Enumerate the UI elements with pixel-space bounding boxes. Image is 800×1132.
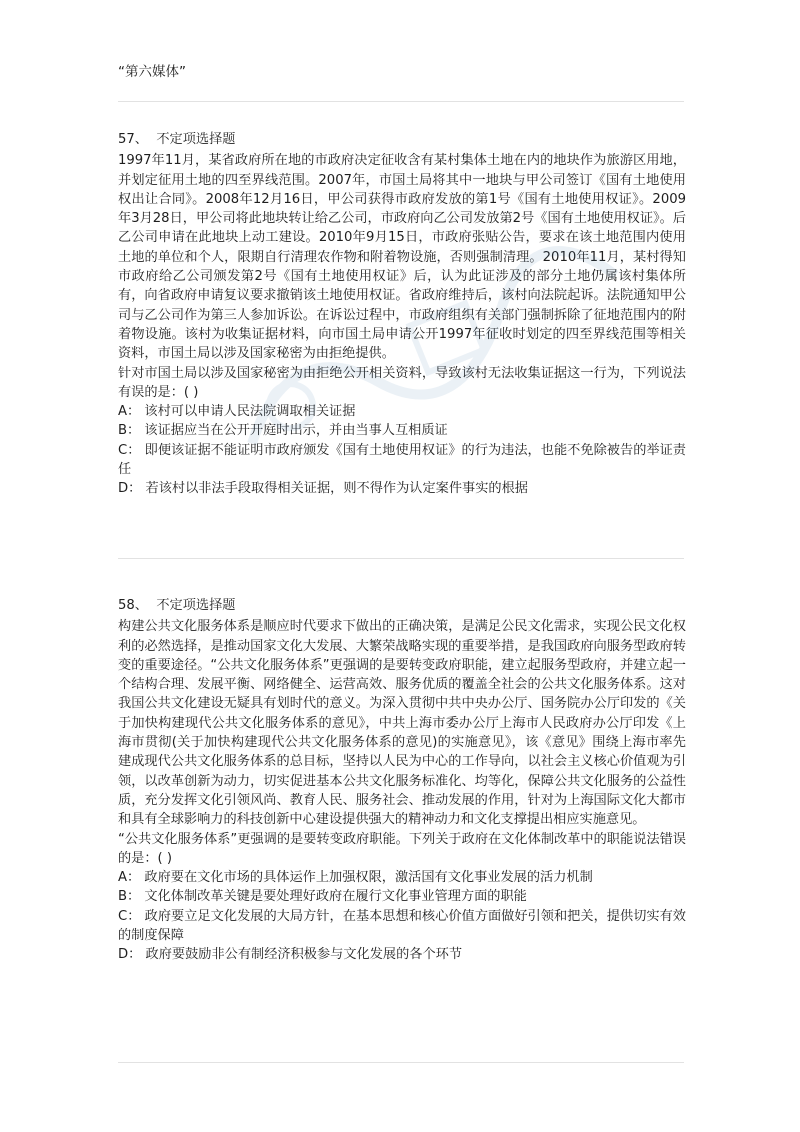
question-stem: 构建公共文化服务体系是顺应时代要求下做出的正确决策，是满足公民文化需求，实现公民文化权利的必然选择，是推动国家文化大发展、大繁荣战略实现的重要举措，是我国政府向服务型政府转变的重要途径。“公共文化服务体系”更强调的是要转变政府职能，建立起服务型政府，并建立起一个结构合理、发展平衡、网络健全、运营高效、服务优质的覆盖全社会的公共文化服务体系。这对我国公共文化建设无疑具有划时代的意义。为深入贯彻中共中央办公厅、国务院办公厅印发的《关于加快构建现代公共文化服务体系的意见》，中共上海市委办公厅上海市人民政府办公厅印发《上海市贯彻(关于加快构建现代公共文化服务体系的意见)的实施意见》，该《意见》围绕上海市率先建成现代公共文化服务体系的总目标，坚持以人民为中心的工作导向，以社会主义核心价值观为引领，以改革创新为动力，切实促进基本公共文化服务标准化、均等化，保障公共文化服务的公益性质，充分发挥文化引领风尚、教育人民、服务社会、推动发展的作用，针对为上海国际文化大都市和具有全球影响力的科技创新中心建设提供强大的精神动力和文化支撑提出相应实施意见。 (118, 619, 686, 828)
option-b: B： 文化体制改革关键是要处理好政府在履行文化事业管理方面的职能 (118, 889, 527, 905)
question-number: 58、 (118, 598, 148, 613)
question-type: 不定项选择题 (156, 132, 236, 147)
divider (118, 101, 684, 102)
question-57 (118, 130, 686, 499)
question-header (118, 596, 686, 615)
question-stem: 1997年11月，某省政府所在地的市政府决定征收含有某村集体土地在内的地块作为旅游区用地，并划定征用土地的四至界线范围。2007年，市国土局将其中一地块与甲公司签订《国有土地使用权出让合同》。2008年12月16日，甲公司获得市政府发放的第1号《国有土地使用权证》。2009年3月28日，甲公司将此地块转让给乙公司，市政府向乙公司发放第2号《国有土地使用权证》。后乙公司申请在此地块上动工建设。2010年9月15日，市政府张贴公告，要求在该土地范围内使用土地的单位和个人，限期自行清理农作物和附着物设施，否则强制清理。2010年11月，某村得知市政府给乙公司颁发第2号《国有土地使用权证》后，认为此证涉及的部分土地仍属该村集体所有，向省政府申请复议要求撤销该土地使用权证。省政府维持后，该村向法院起诉。法院通知甲公司与乙公司作为第三人参加诉讼。在诉讼过程中，市政府组织有关部门强制拆除了征地范围内的附着物设施。该村为收集证据材料，向市国土局申请公开1997年征收时划定的四至界线范围等相关资料，市国土局以涉及国家秘密为由拒绝提供。 (118, 153, 686, 362)
question-number: 57、 (118, 132, 148, 147)
option-d: D： 若该村以非法手段取得相关证据，则不得作为认定案件事实的根据 (118, 481, 528, 497)
question-prompt: “公共文化服务体系”更强调的是要转变政府职能。下列关于政府在文化体制改革中的职能说法错误的是：( ) (118, 831, 686, 866)
divider (118, 558, 684, 559)
option-a: A： 政府要在文化市场的具体运作上加强权限，激活国有文化事业发展的活力机制 (118, 870, 593, 886)
option-c: C： 政府要立足文化发展的大局方针，在基本思想和核心价值方面做好引领和把关，提供切实有效的制度保障 (118, 908, 686, 944)
header-fragment: “第六媒体” (118, 64, 186, 80)
divider (118, 1062, 684, 1063)
option-b: B： 该证据应当在公开开庭时出示，并由当事人互相质证 (118, 423, 448, 439)
question-prompt: 针对市国土局以涉及国家秘密为由拒绝公开相关资料，导致该村无法收集证据这一行为，下列说法有误的是：( ) (118, 365, 686, 400)
question-58 (118, 596, 686, 965)
option-a: A： 该村可以申请人民法院调取相关证据 (118, 404, 356, 420)
option-d: D： 政府要鼓励非公有制经济积极参与文化发展的各个环节 (118, 947, 463, 963)
question-type: 不定项选择题 (156, 598, 236, 613)
option-c: C： 即便该证据不能证明市政府颁发《国有土地使用权证》的行为违法，也能不免除被告的举证责任 (118, 442, 686, 478)
question-header (118, 130, 686, 149)
